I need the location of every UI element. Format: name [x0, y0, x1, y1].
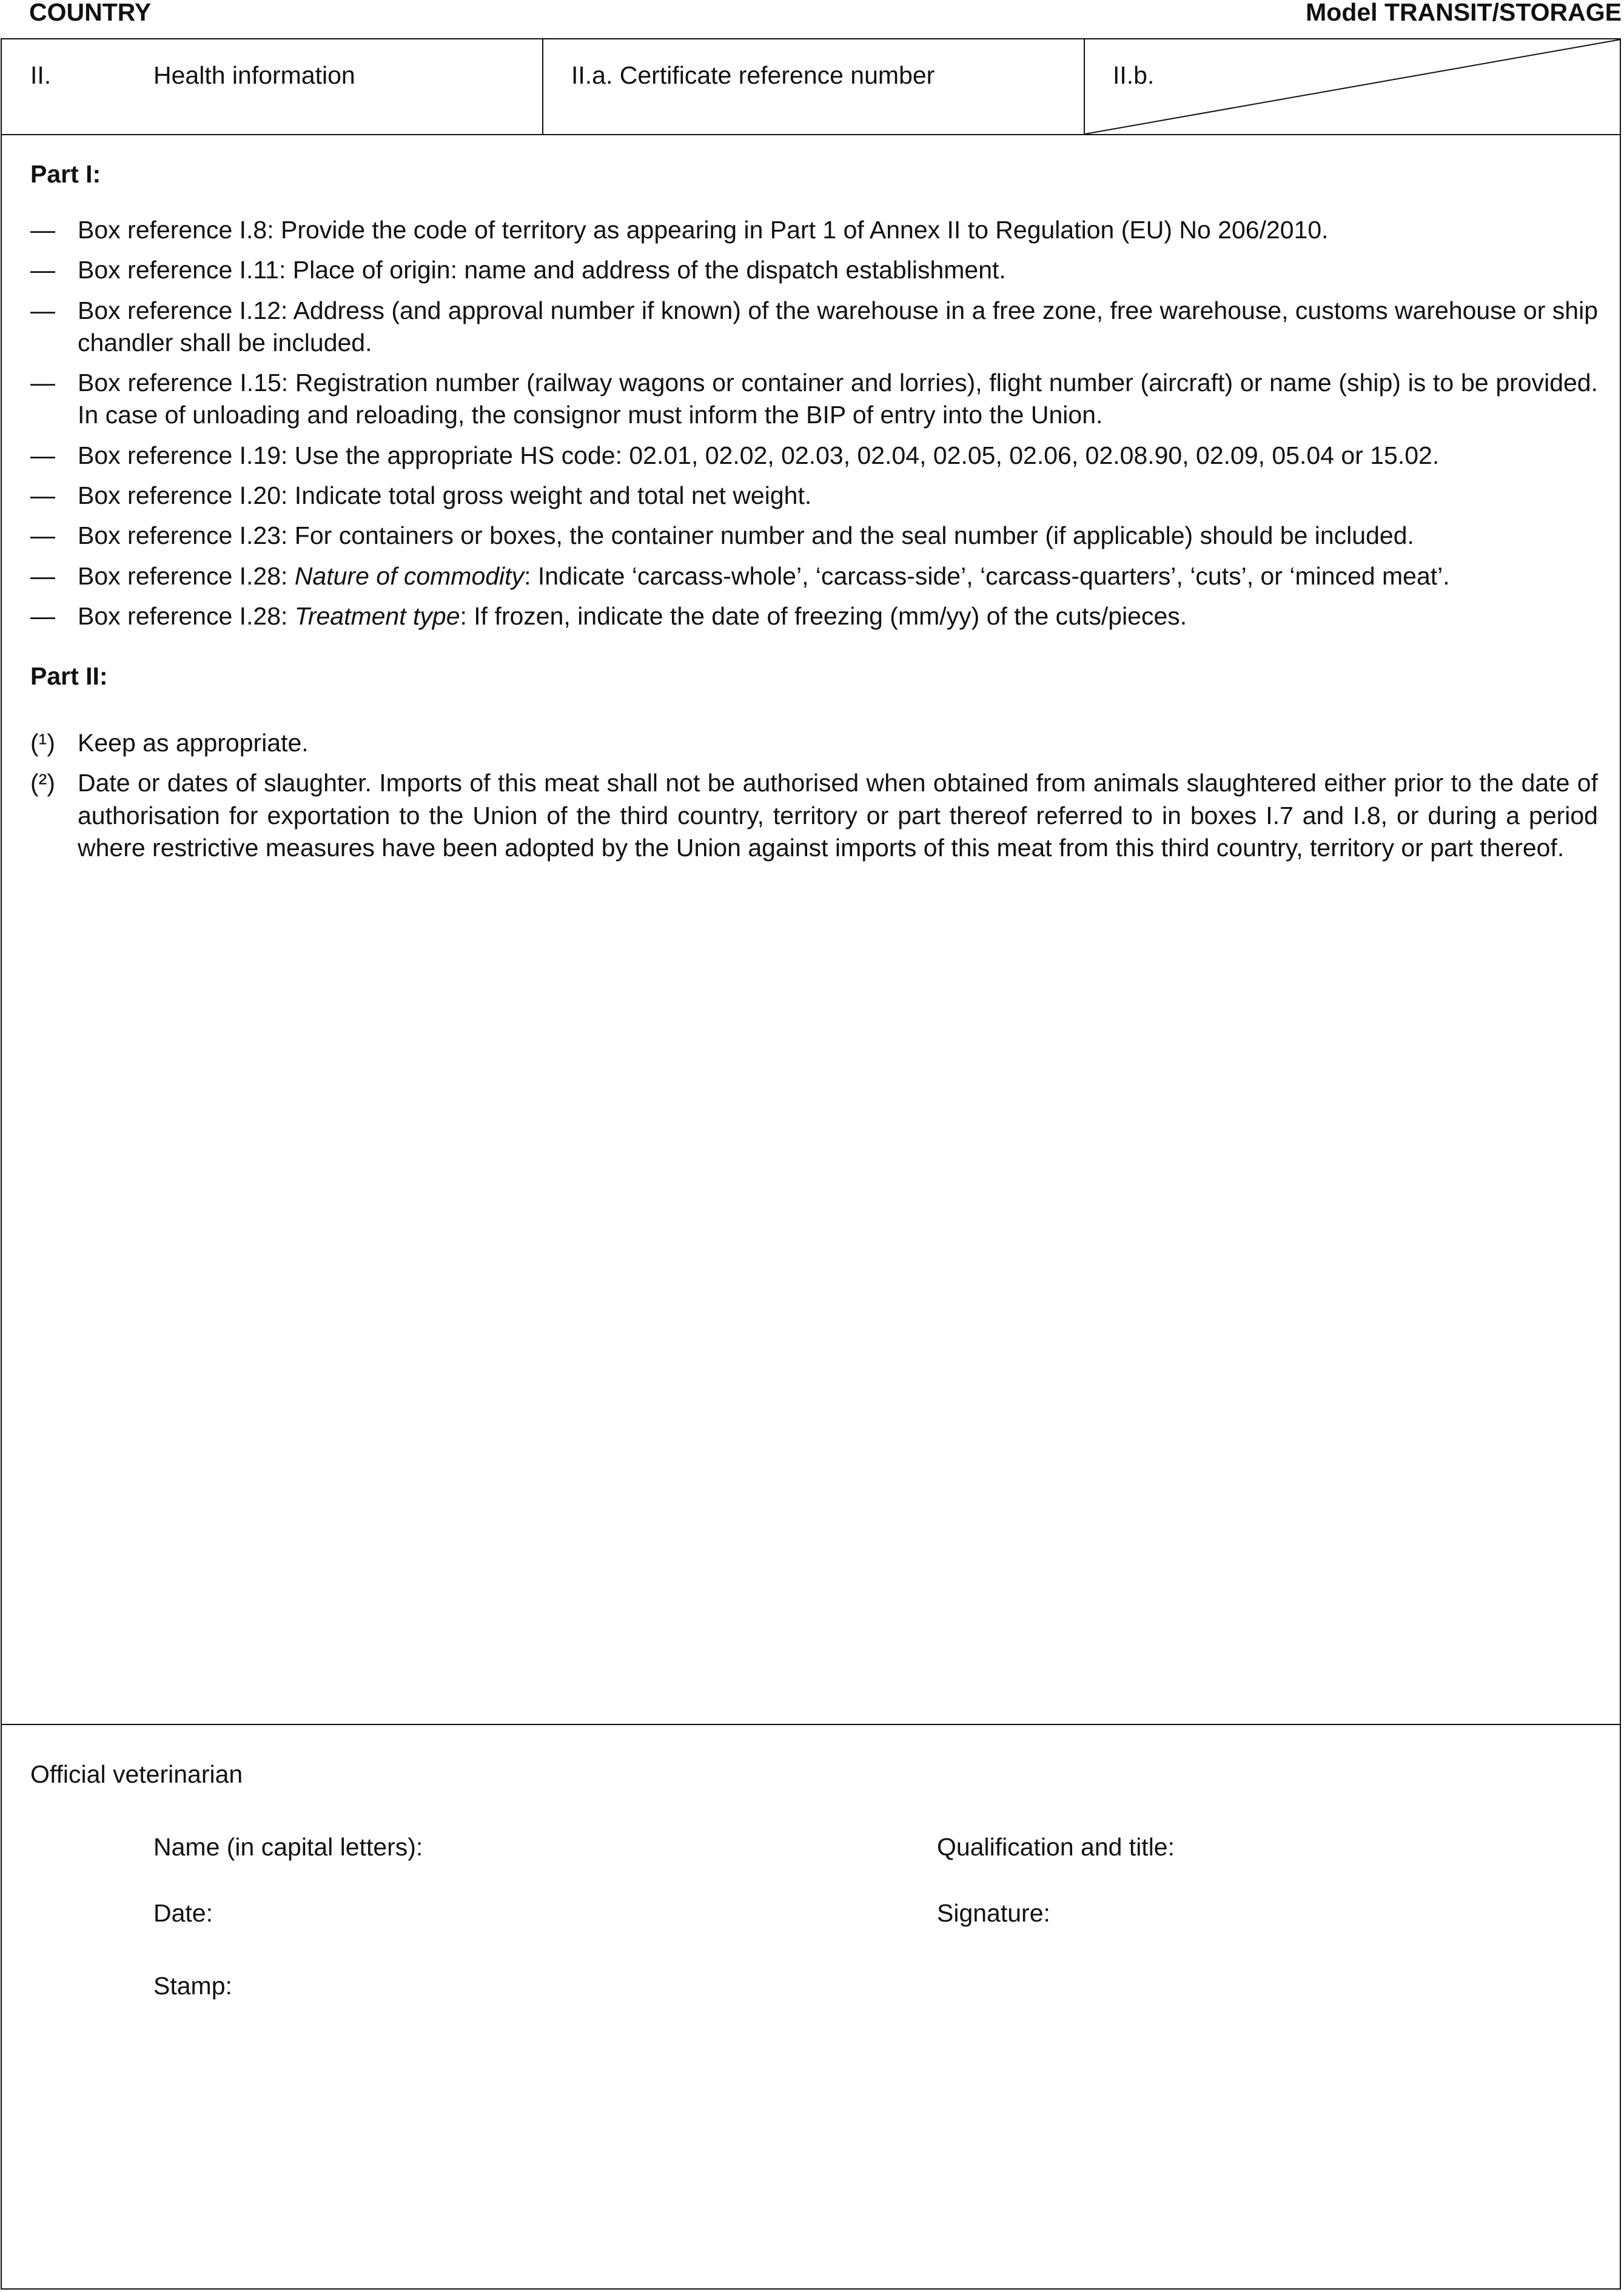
section-title: Health information: [153, 61, 355, 89]
part1-item-text: [78, 254, 1598, 286]
part1-item-text: [78, 520, 1598, 552]
part1-item: [30, 367, 1598, 432]
part1-item-text: [78, 480, 1598, 512]
list-dash: —: [30, 561, 55, 590]
reference-number-label: II.a. Certificate reference number: [571, 61, 935, 89]
item-text-emphasis: Treatment type: [294, 601, 460, 630]
stamp-label: Stamp:: [153, 1972, 232, 2000]
footnote-marker: (¹): [30, 729, 55, 757]
list-dash: —: [30, 521, 55, 550]
item-text-pre: Box reference I.20: Indicate total gross weight and total net weight.: [78, 481, 812, 510]
diagonal-strike: [1085, 39, 1621, 134]
item-text-post: : Indicate ‘carcass-whole’, ‘carcass-side’, ‘carcass-quarters’, ‘cuts’, or ‘minced meat’.: [524, 561, 1450, 590]
item-text-pre: Box reference I.12: Address (and approval number if known) of the warehouse in a free zone, free warehouse, customs warehouse or ship chandler shall be included.: [78, 296, 1598, 357]
item-text-pre: Box reference I.28:: [78, 561, 295, 590]
signature-label: Signature:: [937, 1899, 1050, 1927]
item-text-emphasis: Nature of commodity: [294, 561, 525, 590]
footnote: [30, 727, 1598, 759]
part1-item-text: [78, 295, 1598, 360]
section-b-label: II.b.: [1113, 61, 1155, 89]
item-text-pre: Box reference I.28:: [78, 601, 295, 630]
part1-item-text: [78, 440, 1598, 472]
header-country: COUNTRY: [29, 0, 152, 26]
part1-item: [30, 214, 1598, 246]
list-dash: —: [30, 369, 55, 397]
part1-item-text: [78, 560, 1598, 592]
item-text-pre: Box reference I.15: Registration number (railway wagons or container and lorries), flight number (aircraft) or name (ship) is to be provided. In case of unloading and reloading, the consignor must inform the BIP of entry into the Union.: [78, 369, 1598, 429]
part2-notes: [30, 727, 1598, 872]
list-dash: —: [30, 296, 55, 324]
part1-title: Part I:: [30, 160, 101, 188]
part1-item-text: [78, 214, 1598, 246]
item-text-pre: Box reference I.19: Use the appropriate HS code: 02.01, 02.02, 02.03, 02.04, 02.05, 02.06, 02.08.90, 02.09, 05.04 or 15.02.: [78, 441, 1440, 469]
qualification-label: Qualification and title:: [937, 1833, 1175, 1861]
list-dash: —: [30, 441, 55, 469]
list-dash: —: [30, 481, 55, 510]
certificate-header-row: [2, 39, 1620, 135]
part1-item: [30, 600, 1598, 632]
name-label: Name (in capital letters):: [153, 1833, 423, 1861]
part1-item: [30, 440, 1598, 472]
part2-title: Part II:: [30, 662, 108, 690]
footnote-marker: (²): [30, 769, 55, 797]
footnote-text: Keep as appropriate.: [78, 729, 309, 757]
list-dash: —: [30, 601, 55, 630]
reference-number-cell: [543, 39, 1085, 134]
list-dash: —: [30, 256, 55, 284]
part1-item: [30, 480, 1598, 512]
health-info-cell: [2, 39, 543, 134]
part1-item: [30, 295, 1598, 360]
certificate-frame: [1, 38, 1621, 2290]
section-b-cell: [1085, 39, 1621, 134]
part1-item: [30, 560, 1598, 592]
footnote: [30, 767, 1598, 864]
list-dash: —: [30, 216, 55, 244]
official-veterinarian-section: [2, 1725, 1620, 2288]
part1-list: [30, 214, 1598, 640]
footnote-text: Date or dates of slaughter. Imports of this meat shall not be authorised when obtained from animals slaughtered either prior to the date of authorisation for exportation to the Union of the third country, territory or part thereof referred to in boxes I.7 and I.8, or during a period where restrictive measures have been adopted by the Union against imports of this meat from this third country, territory or part thereof.: [78, 769, 1598, 862]
item-text-pre: Box reference I.8: Provide the code of territory as appearing in Part 1 of Annex II to Regulation (EU) No 206/2010.: [78, 216, 1329, 244]
item-text-pre: Box reference I.23: For containers or boxes, the container number and the seal number (if applicable) should be included.: [78, 521, 1414, 550]
item-text-pre: Box reference I.11: Place of origin: name and address of the dispatch establishment.: [78, 256, 1006, 284]
part1-item: [30, 520, 1598, 552]
section-number: II.: [30, 61, 52, 89]
part1-item-text: [78, 367, 1598, 432]
part1-item: [30, 254, 1598, 286]
official-veterinarian-heading: Official veterinarian: [30, 1760, 243, 1788]
date-label: Date:: [153, 1899, 213, 1927]
notes-body: [2, 135, 1620, 1725]
item-text-post: : If frozen, indicate the date of freezing (mm/yy) of the cuts/pieces.: [460, 601, 1187, 630]
header-model: Model TRANSIT/STORAGE: [1306, 0, 1622, 26]
part1-item-text: [78, 600, 1598, 632]
